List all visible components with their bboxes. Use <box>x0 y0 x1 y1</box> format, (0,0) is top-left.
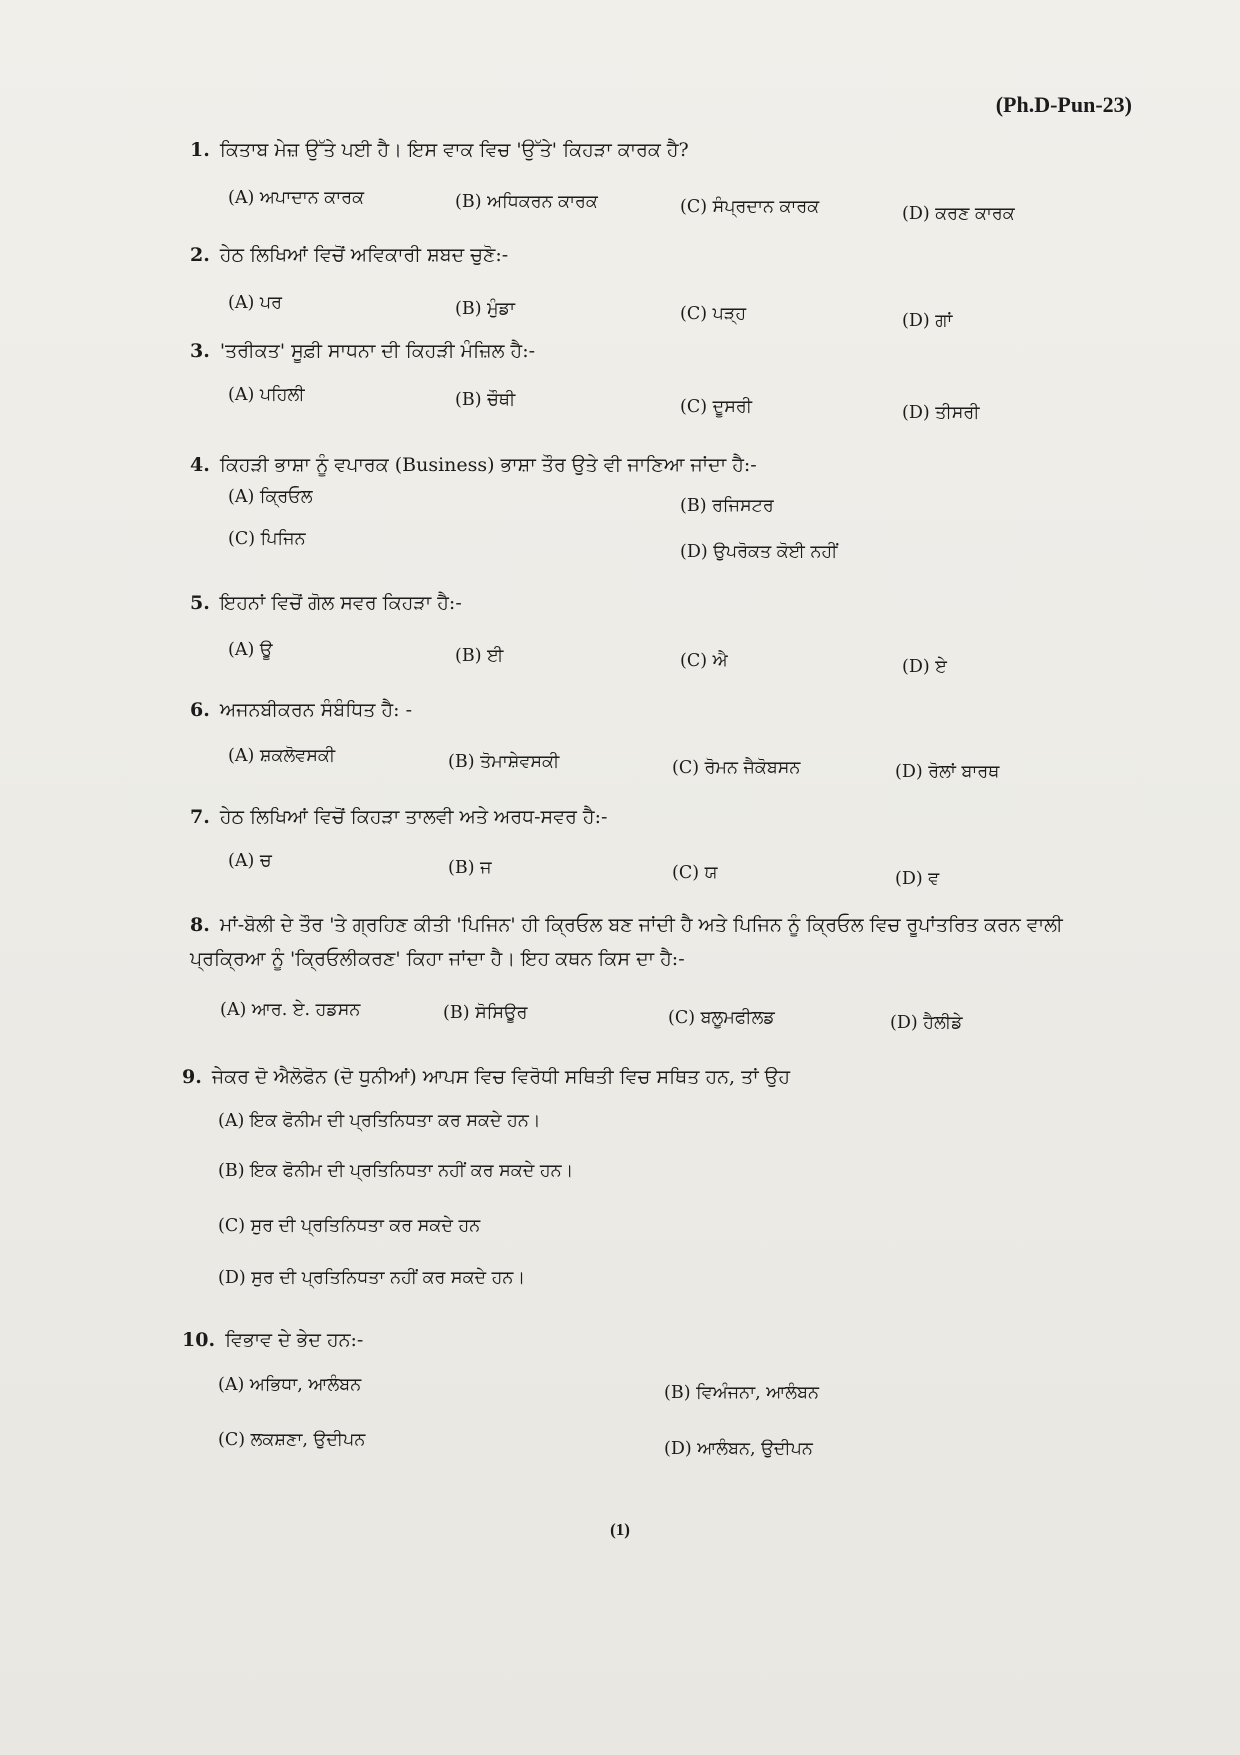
paper-code: (Ph.D-Pun-23) <box>995 92 1132 117</box>
option-d: (D) ਆਲੰਬਨ, ਉਦੀਪਨ <box>664 1439 813 1459</box>
option-a: (A) ਇਕ ਫੋਨੀਮ ਦੀ ਪ੍ਰਤਿਨਿਧਤਾ ਕਰ ਸਕਦੇ ਹਨ। <box>218 1111 541 1131</box>
option-c: (C) ਦੂਸਰੀ <box>680 397 752 417</box>
option-d: (D) ਏ <box>902 657 947 677</box>
option-d: (D) ਵ <box>895 869 940 889</box>
option-a: (A) ਅਭਿਧਾ, ਆਲੰਬਨ <box>218 1375 362 1395</box>
question-number: 5. <box>190 592 210 614</box>
option-b: (B) ਤੋਮਾਸ਼ੇਵਸਕੀ <box>448 752 560 772</box>
option-a: (A) ਆਰ. ਏ. ਹਡਸਨ <box>220 1000 361 1020</box>
option-b: (B) ਰਜਿਸਟਰ <box>680 496 774 516</box>
question-number: 7. <box>190 806 210 828</box>
option-b: (B) ਅਧਿਕਰਨ ਕਾਰਕ <box>455 192 598 212</box>
option-b: (B) ਈ <box>455 646 504 666</box>
question-number: 6. <box>190 699 210 721</box>
question-text: ਕਿਹੜੀ ਭਾਸ਼ਾ ਨੂੰ ਵਪਾਰਕ (Business) ਭਾਸ਼ਾ ਤੌਰ ਉਤੇ ਵੀ ਜਾਣਿਆ ਜਾਂਦਾ ਹੈ:- <box>219 454 757 476</box>
option-a: (A) ਅਪਾਦਾਨ ਕਾਰਕ <box>228 188 365 208</box>
option-b: (B) ਇਕ ਫੋਨੀਮ ਦੀ ਪ੍ਰਤਿਨਿਧਤਾ ਨਹੀਂ ਕਰ ਸਕਦੇ ਹਨ। <box>218 1161 574 1181</box>
option-c: (C) ਸੰਪ੍ਰਦਾਨ ਕਾਰਕ <box>680 197 820 217</box>
option-c: (C) ਐ <box>680 651 728 671</box>
question-text: ਅਜਨਬੀਕਰਨ ਸੰਬੰਧਿਤ ਹੈ: - <box>219 699 413 721</box>
option-d: (D) ਸੁਰ ਦੀ ਪ੍ਰਤਿਨਿਧਤਾ ਨਹੀਂ ਕਰ ਸਕਦੇ ਹਨ। <box>218 1268 526 1288</box>
option-b: (B) ਵਿਅੰਜਨਾ, ਆਲੰਬਨ <box>664 1383 819 1403</box>
option-c: (C) ਲਕਸ਼ਣਾ, ਉਦੀਪਨ <box>218 1430 366 1450</box>
question-text: ਕਿਤਾਬ ਮੇਜ਼ ਉੱਤੇ ਪਈ ਹੈ। ਇਸ ਵਾਕ ਵਿਚ 'ਉੱਤੇ' ਕਿਹੜਾ ਕਾਰਕ ਹੈ? <box>219 139 689 161</box>
page-number: (1) <box>610 1520 630 1539</box>
option-c: (C) ਸੁਰ ਦੀ ਪ੍ਰਤਿਨਿਧਤਾ ਕਰ ਸਕਦੇ ਹਨ <box>218 1216 481 1236</box>
option-d: (D) ਰੋਲਾਂ ਬਾਰਥ <box>895 762 1000 782</box>
option-a: (A) ਚ <box>228 851 272 871</box>
question-text: ਇਹਨਾਂ ਵਿਚੋਂ ਗੋਲ ਸਵਰ ਕਿਹੜਾ ਹੈ:- <box>219 592 462 614</box>
option-d: (D) ਤੀਸਰੀ <box>902 403 980 423</box>
question-number: 8. <box>190 914 210 936</box>
question-number: 10. <box>182 1329 216 1351</box>
option-c: (C) ਬਲੂਮਫੀਲਡ <box>668 1008 775 1028</box>
option-a: (A) ਊ <box>228 640 273 660</box>
option-a: (A) ਪਰ <box>228 293 282 313</box>
option-c: (C) ਯ <box>672 863 718 883</box>
option-d: (D) ਕਰਣ ਕਾਰਕ <box>902 204 1015 224</box>
question-text: ਹੇਠ ਲਿਖਿਆਂ ਵਿਚੋਂ ਅਵਿਕਾਰੀ ਸ਼ਬਦ ਚੁਣੋ:- <box>219 244 509 266</box>
option-b: (B) ਮੁੰਡਾ <box>455 299 515 319</box>
option-c: (C) ਪੜ੍ਹ <box>680 304 747 324</box>
question-number: 4. <box>190 454 210 476</box>
question-text: ਮਾਂ-ਬੋਲੀ ਦੇ ਤੌਰ 'ਤੇ ਗ੍ਰਹਿਣ ਕੀਤੀ 'ਪਿਜਿਨ' ਹੀ ਕ੍ਰਿਓਲ ਬਣ ਜਾਂਦੀ ਹੈ ਅਤੇ ਪਿਜਿਨ ਨੂੰ ਕ੍ਰਿਓਲ ਵਿਚ ਰੂਪਾਂਤਰਿਤ ਕਰਨ ਵਾਲੀ ਪ੍ਰਕ੍ਰਿਆ ਨੂੰ 'ਕ੍ਰਿਓਲੀਕਰਣ' ਕਿਹਾ ਜਾਂਦਾ ਹੈ। ਇਹ ਕਥਨ ਕਿਸ ਦਾ ਹੈ:- <box>190 914 1063 970</box>
option-a: (A) ਸ਼ਕਲੋਵਸਕੀ <box>228 746 336 766</box>
option-c: (C) ਪਿਜਿਨ <box>228 529 306 549</box>
option-b: (B) ਚੌਥੀ <box>455 390 516 410</box>
option-d: (D) ਉਪਰੋਕਤ ਕੋਈ ਨਹੀਂ <box>680 542 838 562</box>
option-d: (D) ਗਾਂ <box>902 311 953 331</box>
question-text: ਹੇਠ ਲਿਖਿਆਂ ਵਿਚੋਂ ਕਿਹੜਾ ਤਾਲਵੀ ਅਤੇ ਅਰਧ-ਸਵਰ ਹੈ:- <box>219 806 608 828</box>
option-a: (A) ਪਹਿਲੀ <box>228 385 305 405</box>
option-c: (C) ਰੋਮਨ ਜੈਕੋਬਸਨ <box>672 758 801 778</box>
question-number: 9. <box>182 1066 202 1088</box>
question-number: 1. <box>190 139 210 161</box>
question-text: ਵਿਭਾਵ ਦੇ ਭੇਦ ਹਨ:- <box>225 1329 364 1351</box>
option-b: (B) ਸੋਸਿਊਰ <box>443 1003 528 1023</box>
option-a: (A) ਕ੍ਰਿਓਲ <box>228 487 313 507</box>
option-b: (B) ਜ <box>448 858 492 878</box>
question-text: ਜੇਕਰ ਦੋ ਐਲੋਫੋਨ (ਦੋ ਧੁਨੀਆਂ) ਆਪਸ ਵਿਚ ਵਿਰੋਧੀ ਸਥਿਤੀ ਵਿਚ ਸਥਿਤ ਹਨ, ਤਾਂ ਉਹ <box>211 1066 791 1088</box>
question-text: 'ਤਰੀਕਤ' ਸੂਫ਼ੀ ਸਾਧਨਾ ਦੀ ਕਿਹੜੀ ਮੰਜ਼ਿਲ ਹੈ:- <box>219 340 536 362</box>
question-number: 3. <box>190 340 210 362</box>
option-d: (D) ਹੈਲੀਡੇ <box>890 1013 963 1033</box>
question-number: 2. <box>190 244 210 266</box>
